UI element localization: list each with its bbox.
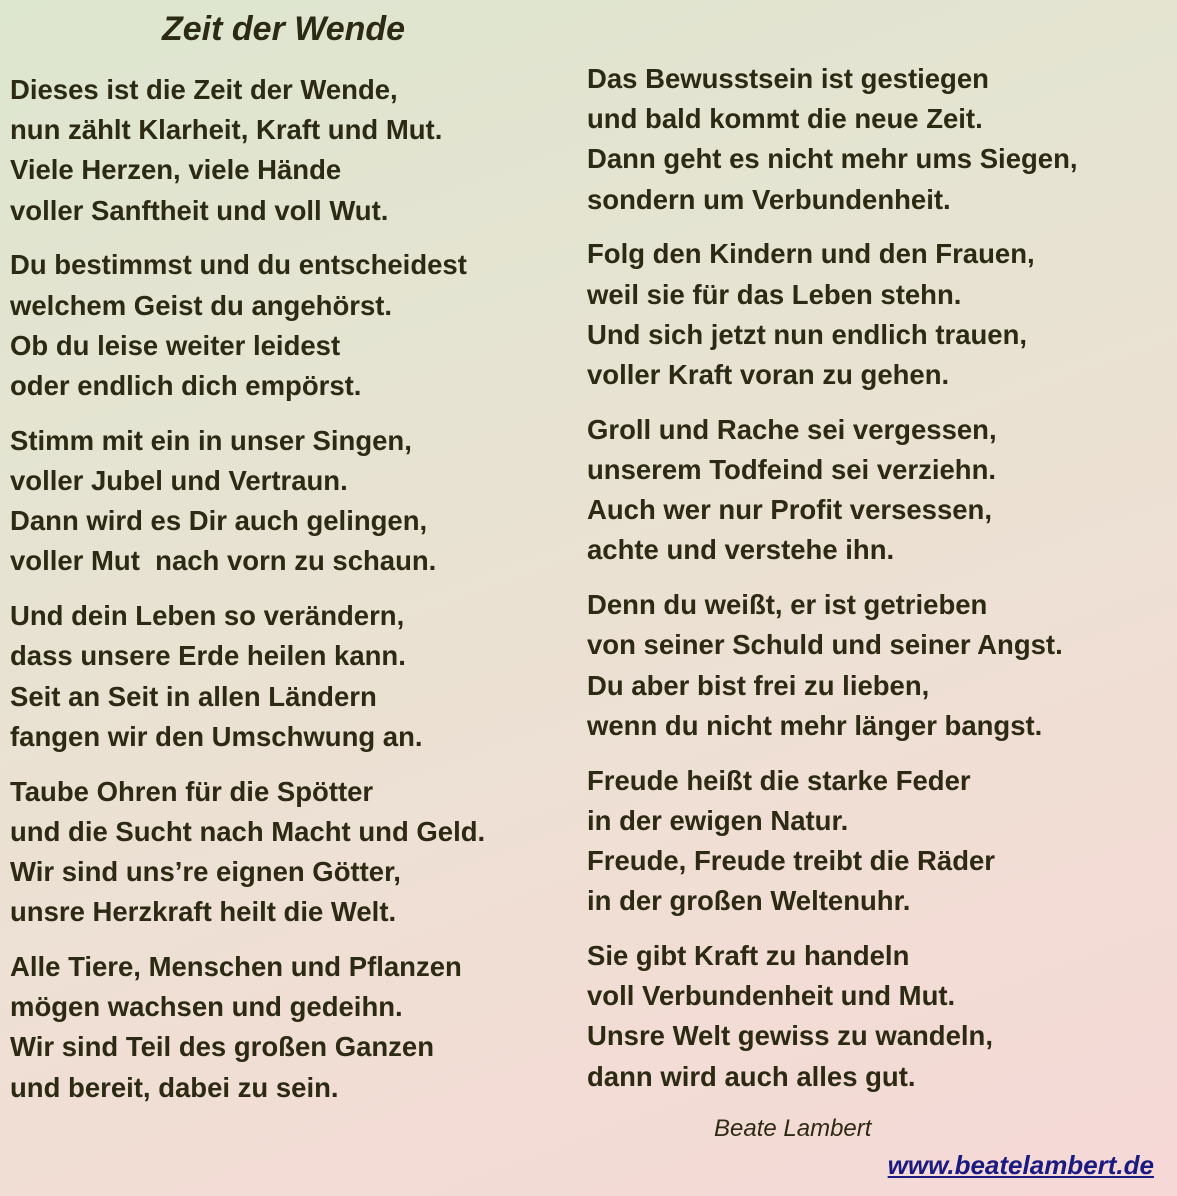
poem-line: Das Bewusstsein ist gestiegen <box>587 63 989 94</box>
stanza <box>587 761 1147 922</box>
poem-line: und bald kommt die neue Zeit. <box>587 103 983 135</box>
poem-line: unsre Herzkraft heilt die Welt. <box>10 896 397 928</box>
poem-line: Folg den Kindern und den Frauen, <box>587 238 1035 270</box>
poem-line: dass unsere Erde heilen kann. <box>10 640 406 672</box>
poem-right-column <box>587 59 1147 1111</box>
poem-line: Denn du weißt, er ist getrieben <box>587 589 988 621</box>
poem-line: Dieses ist die Zeit der Wende, <box>10 74 398 105</box>
poem-line: Dann wird es Dir auch gelingen, <box>10 505 428 537</box>
poem-line: welchem Geist du angehörst. <box>10 289 393 321</box>
poem-line: Stimm mit ein in unser Singen, <box>10 424 412 456</box>
poem-line: Du bestimmst und du entscheidest <box>10 249 467 281</box>
poem-line: Freude heißt die starke Feder <box>587 764 971 796</box>
poem-line: Und sich jetzt nun endlich trauen, <box>587 318 1028 350</box>
poem-line: fangen wir den Umschwung an. <box>10 720 423 752</box>
poem-line: Wir sind Teil des großen Ganzen <box>10 1031 435 1063</box>
poem-line: voller Mut nach vorn zu schaun. <box>10 545 437 577</box>
poem-line: sondern um Verbundenheit. <box>587 183 951 215</box>
poem-line: unserem Todfeind sei verziehn. <box>587 454 997 486</box>
stanza <box>10 70 570 231</box>
poem-line: voll Verbundenheit und Mut. <box>587 980 956 1012</box>
poem-line: weil sie für das Leben stehn. <box>587 278 962 310</box>
stanza <box>10 947 570 1108</box>
poem-line: Seit an Seit in allen Ländern <box>10 680 377 712</box>
stanza <box>10 596 570 757</box>
poem-line: Wir sind uns’re eignen Götter, <box>10 856 401 888</box>
poem-line: Unsre Welt gewiss zu wandeln, <box>587 1020 993 1052</box>
author-signature: Beate Lambert <box>714 1115 872 1142</box>
poem-line: Alle Tiere, Menschen und Pflanzen <box>10 951 462 983</box>
poem-line: und bereit, dabei zu sein. <box>10 1071 339 1103</box>
poem-line: Auch wer nur Profit versessen, <box>587 494 992 526</box>
poem-left-column <box>10 70 570 1122</box>
stanza <box>587 410 1147 571</box>
poem-line: Dann geht es nicht mehr ums Siegen, <box>587 143 1078 175</box>
poem-line: oder endlich dich empörst. <box>10 370 362 402</box>
poem-line: Taube Ohren für die Spötter <box>10 775 374 807</box>
stanza <box>10 772 570 933</box>
poem-title: Zeit der Wende <box>162 10 406 48</box>
stanza <box>587 59 1147 220</box>
poem-line: wenn du nicht mehr länger bangst. <box>587 709 1043 741</box>
poem-line: voller Sanftheit und voll Wut. <box>10 194 389 226</box>
poem-line: von seiner Schuld und seiner Angst. <box>587 629 1063 661</box>
poem-line: achte und verstehe ihn. <box>587 534 895 566</box>
poem-line: Groll und Rache sei vergessen, <box>587 413 997 445</box>
poem-line: nun zählt Klarheit, Kraft und Mut. <box>10 114 443 146</box>
poem-line: Freude, Freude treibt die Räder <box>587 845 996 877</box>
stanza <box>10 245 570 406</box>
poem-line: dann wird auch alles gut. <box>587 1060 916 1092</box>
poem-line: Ob du leise weiter leidest <box>10 329 341 361</box>
poem-line: Sie gibt Kraft zu handeln <box>587 940 910 972</box>
website-link[interactable]: www.beatelambert.de <box>887 1150 1154 1180</box>
poem-line: Du aber bist frei zu lieben, <box>587 669 930 701</box>
poem-line: Und dein Leben so verändern, <box>10 600 405 632</box>
stanza <box>587 585 1147 746</box>
stanza <box>587 936 1147 1097</box>
poem-line: und die Sucht nach Macht und Geld. <box>10 815 486 847</box>
poem-line: mögen wachsen und gedeihn. <box>10 991 403 1023</box>
poem-line: voller Jubel und Vertraun. <box>10 465 348 497</box>
poem-line: Viele Herzen, viele Hände <box>10 154 342 186</box>
poem-line: in der großen Weltenuhr. <box>587 885 911 917</box>
poem-line: in der ewigen Natur. <box>587 804 849 836</box>
stanza <box>587 234 1147 395</box>
stanza <box>10 421 570 582</box>
poem-line: voller Kraft voran zu gehen. <box>587 359 950 391</box>
